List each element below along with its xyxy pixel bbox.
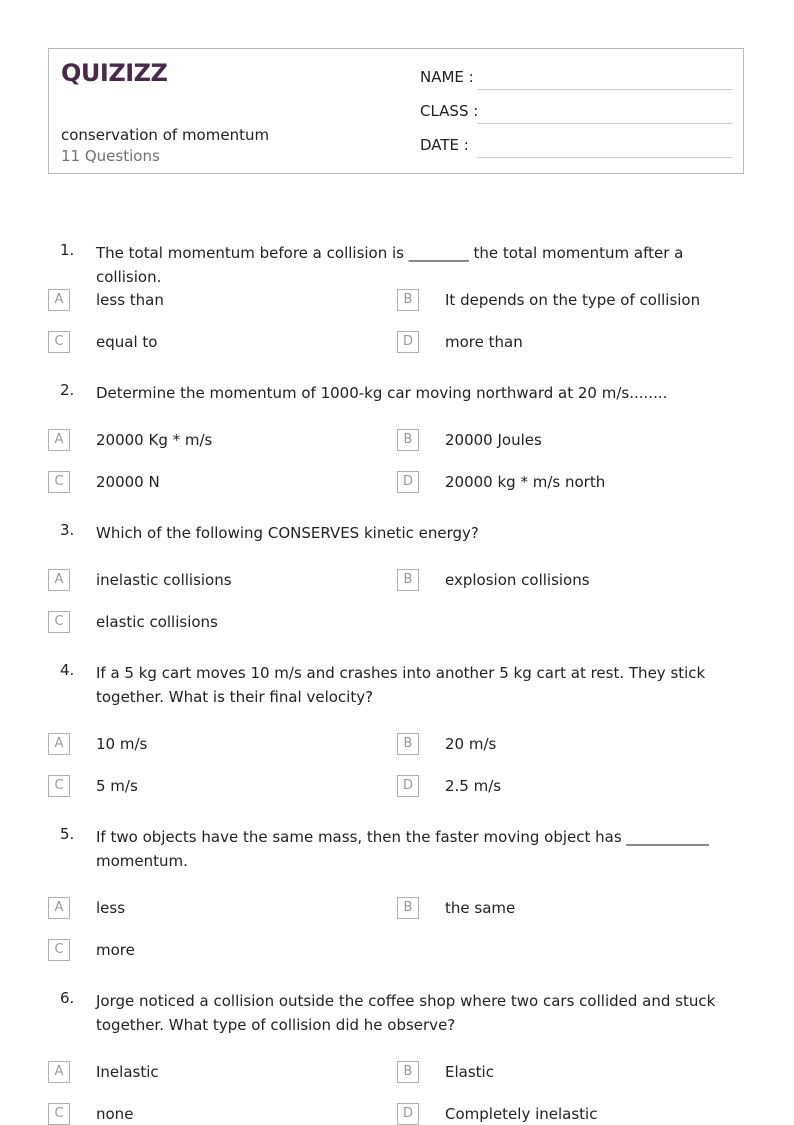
option-text: 20 m/s [445, 735, 497, 753]
option-box-d[interactable]: D [397, 1103, 419, 1125]
class-label: CLASS : [420, 102, 479, 120]
option-box-a[interactable]: A [48, 897, 70, 919]
question-number: 3. [60, 521, 75, 539]
option-box-a[interactable]: A [48, 289, 70, 311]
option-box-c[interactable]: C [48, 331, 70, 353]
option-text: more [96, 941, 135, 959]
option-text: explosion collisions [445, 571, 590, 589]
question-text: If two objects have the same mass, then the faster moving object has ___________ momentum. [96, 828, 709, 870]
option-box-d[interactable]: D [397, 471, 419, 493]
option-text: 20000 N [96, 473, 160, 491]
worksheet-title: conservation of momentum [61, 126, 270, 144]
option-box-b[interactable]: B [397, 429, 419, 451]
option-text: It depends on the type of collision [445, 291, 701, 309]
option-text: equal to [96, 333, 158, 351]
option-text: the same [445, 899, 516, 917]
option-box-a[interactable]: A [48, 733, 70, 755]
option-text: none [96, 1105, 134, 1123]
option-box-b[interactable]: B [397, 569, 419, 591]
option-text: 10 m/s [96, 735, 148, 753]
option-text: Inelastic [96, 1063, 159, 1081]
option-text: less [96, 899, 126, 917]
option-box-b[interactable]: B [397, 733, 419, 755]
question-count: 11 Questions [61, 147, 160, 165]
question-number: 1. [60, 241, 75, 259]
question-text: The total momentum before a collision is ________ the total momentum after a collision. [96, 244, 684, 286]
option-text: 20000 Joules [445, 431, 542, 449]
option-text: Elastic [445, 1063, 494, 1081]
question-text: Determine the momentum of 1000-kg car moving northward at 20 m/s........ [96, 384, 668, 402]
option-box-c[interactable]: C [48, 611, 70, 633]
name-label: NAME : [420, 68, 474, 86]
question-text: If a 5 kg cart moves 10 m/s and crashes into another 5 kg cart at rest. They stick together. What is their final velocity? [96, 664, 706, 706]
option-box-a[interactable]: A [48, 1061, 70, 1083]
option-box-d[interactable]: D [397, 331, 419, 353]
question-text: Jorge noticed a collision outside the coffee shop where two cars collided and stuck together. What type of collision did he observe? [96, 992, 716, 1034]
option-box-c[interactable]: C [48, 1103, 70, 1125]
worksheet-header [48, 48, 744, 174]
option-text: 5 m/s [96, 777, 138, 795]
option-box-b[interactable]: B [397, 897, 419, 919]
question-number: 5. [60, 825, 75, 843]
question-text: Which of the following CONSERVES kinetic energy? [96, 524, 479, 542]
option-box-a[interactable]: A [48, 429, 70, 451]
option-text: Completely inelastic [445, 1105, 598, 1123]
date-line [477, 157, 733, 158]
class-line [477, 123, 733, 124]
quizizz-logo: QUIZIZZ [61, 59, 168, 87]
option-text: elastic collisions [96, 613, 218, 631]
name-line [477, 89, 733, 90]
question-number: 6. [60, 989, 75, 1007]
option-box-b[interactable]: B [397, 1061, 419, 1083]
option-box-c[interactable]: C [48, 939, 70, 961]
option-box-d[interactable]: D [397, 775, 419, 797]
date-label: DATE : [420, 136, 469, 154]
option-box-b[interactable]: B [397, 289, 419, 311]
option-text: inelastic collisions [96, 571, 232, 589]
option-text: 20000 Kg * m/s [96, 431, 213, 449]
question-number: 2. [60, 381, 75, 399]
question-number: 4. [60, 661, 75, 679]
option-text: less than [96, 291, 164, 309]
option-text: 2.5 m/s [445, 777, 502, 795]
option-text: more than [445, 333, 523, 351]
option-box-c[interactable]: C [48, 775, 70, 797]
option-box-a[interactable]: A [48, 569, 70, 591]
option-text: 20000 kg * m/s north [445, 473, 606, 491]
option-box-c[interactable]: C [48, 471, 70, 493]
